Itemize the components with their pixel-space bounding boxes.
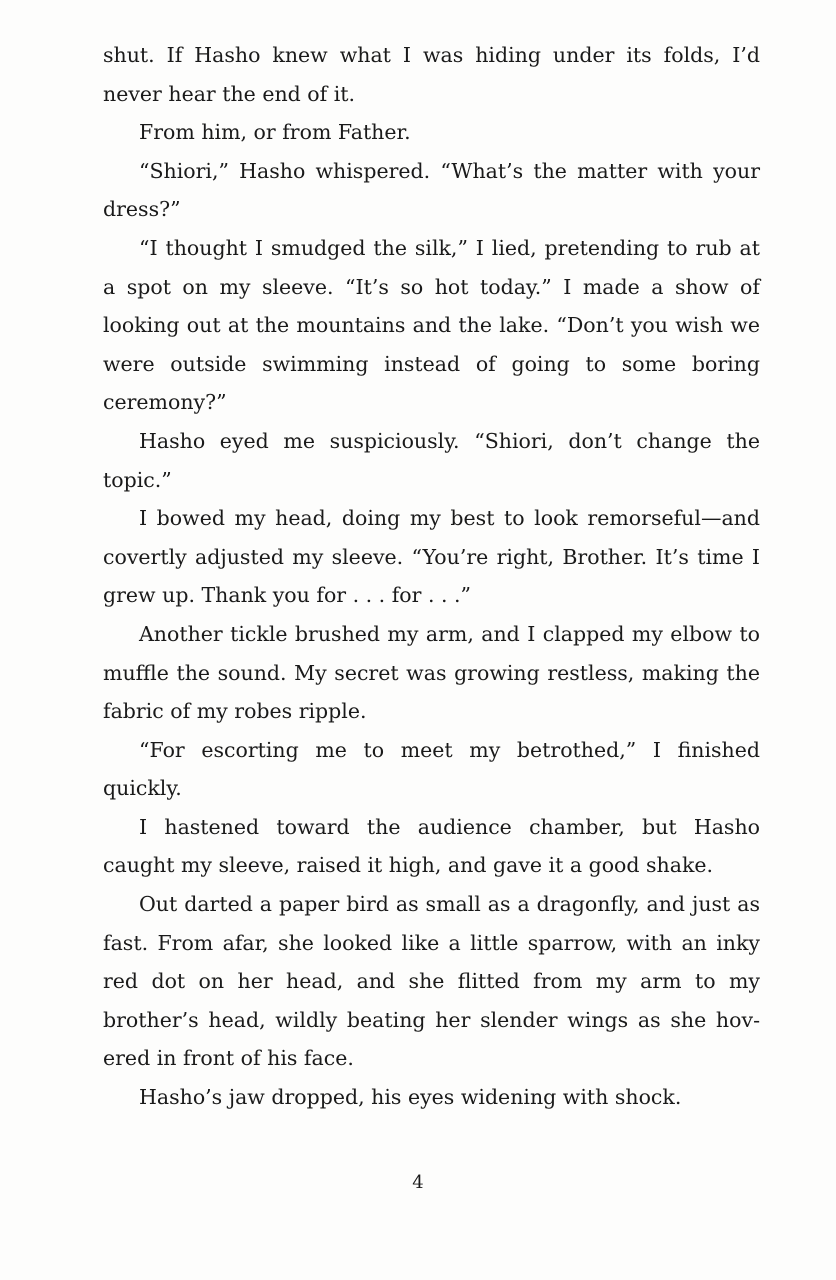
paragraph-3: “Shiori,” Hasho whispered. “What’s the matter with your dress?” — [103, 158, 760, 222]
paragraph-4: “I thought I smudged the silk,” I lied, pretending to rub at a spot on my sleeve. “It’s so hot today.” I made a show of looking out at the mountains and the lake. “Don’t you wish we were outside swimming instead of going to some boring ceremony?” — [103, 235, 760, 415]
paragraph-2: From him, or from Father. — [139, 120, 411, 145]
paragraph-11: Hasho’s jaw dropped, his eyes widening with shock. — [139, 1085, 682, 1110]
paragraph-10: Out darted a paper bird as small as a dragonfly, and just as fast. From afar, she looked like a little sparrow, with an inky red dot on her head, and she flitted from my arm to my brother’s head, wildly beating her slender wings as she hovered in front of his face. — [103, 892, 760, 1071]
paragraph-8: “For escorting me to meet my betrothed,” I finished quickly. — [103, 737, 760, 801]
paragraph-7: Another tickle brushed my arm, and I clapped my elbow to muffle the sound. My secret was growing restless, making the fabric of my robes ripple. — [103, 621, 760, 724]
page-number: 4 — [412, 1172, 424, 1193]
paragraph-1: shut. If Hasho knew what I was hiding under its folds, I’d never hear the end of it. — [103, 43, 760, 106]
paragraph-6: I bowed my head, doing my best to look remorseful—and covertly adjusted my sleeve. “You’re right, Brother. It’s time I grew up. Thank you for . . . for . . .” — [103, 506, 760, 608]
paragraph-9: I hastened toward the audience chamber, but Hasho caught my sleeve, raised it high, and gave it a good shake. — [103, 814, 760, 878]
body-text — [103, 36, 760, 1117]
paragraph-5: Hasho eyed me suspiciously. “Shiori, don’t change the topic.” — [103, 428, 760, 492]
